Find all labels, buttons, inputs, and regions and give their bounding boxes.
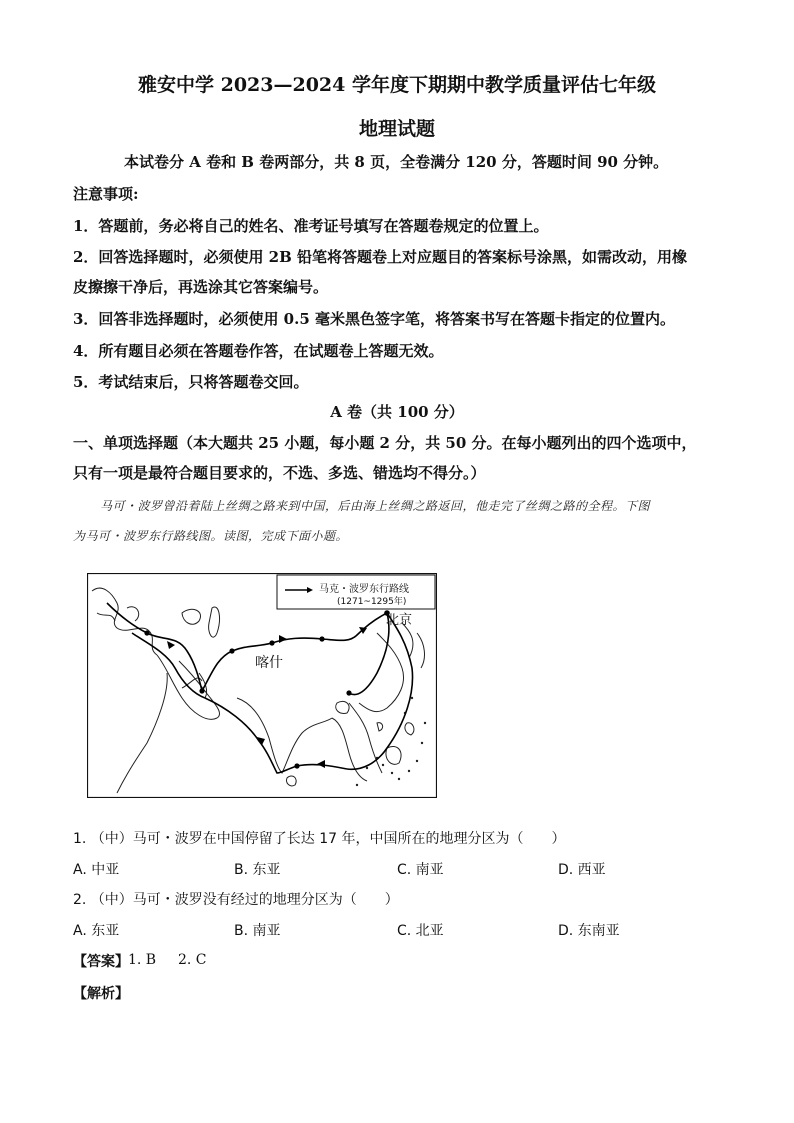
passage-line-2: 为马可・波罗东行路线图。读图，完成下面小题。 [73, 529, 349, 543]
notice-item-2: 2．回答选择题时，必须使用 2B 铅笔将答题卷上对应题目的答案标号涂黑，如需改动，用橡 [73, 248, 688, 266]
exam-title: 雅安中学 2023—2024 学年度下期期中教学质量评估七年级 [138, 74, 656, 96]
q1-option-a: A. 中亚 [73, 862, 120, 878]
answer-value-2: 2. C [178, 952, 207, 968]
label-kashgar: 喀什 [255, 655, 283, 671]
answer-value-1: 1. B [128, 952, 157, 968]
q2-option-d: D. 东南亚 [558, 923, 620, 939]
section-instruction-1: 一、单项选择题（本大题共 25 小题，每小题 2 分，共 50 分。在每小题列出的四个选项中， [73, 434, 697, 452]
q1-option-d: D. 西亚 [558, 862, 606, 878]
exam-subtitle: 地理试题 [358, 118, 435, 140]
q1-option-b: B. 东亚 [234, 862, 281, 878]
analysis-label: 【解析】 [73, 986, 129, 1002]
exam-intro: 本试卷分 A 卷和 B 卷两部分，共 8 页，全卷满分 120 分，答题时间 90 分钟。 [124, 153, 669, 171]
section-title: A 卷（共 100 分） [330, 403, 464, 421]
answer-label: 【答案】 [73, 954, 129, 970]
q1-option-c: C. 南亚 [397, 862, 444, 878]
notice-item-4: 4．所有题目必须在答题卷作答，在试题卷上答题无效。 [73, 342, 444, 360]
q2-option-c: C. 北亚 [397, 923, 444, 939]
legend-years: (1271~1295年) [337, 597, 407, 607]
question-1: 1. （中）马可・波罗在中国停留了长达 17 年，中国所在的地理分区为（ ） [73, 831, 566, 847]
passage-line-1: 马可・波罗曾沿着陆上丝绸之路来到中国，后由海上丝绸之路返回，他走完了丝绸之路的全程。下图 [100, 499, 651, 513]
q2-option-a: A. 东亚 [73, 923, 120, 939]
question-2: 2. （中）马可・波罗没有经过的地理分区为（ ） [73, 892, 399, 908]
section-instruction-2: 只有一项是最符合题目要求的，不选、多选、错选均不得分。） [73, 464, 486, 482]
label-beijing: 北京 [386, 613, 413, 628]
q2-option-b: B. 南亚 [234, 923, 281, 939]
notice-item-1: 1．答题前，务必将自己的姓名、准考证号填写在答题卷规定的位置上。 [73, 217, 549, 235]
notice-heading: 注意事项: [73, 185, 139, 203]
marco-polo-route-map [87, 573, 437, 798]
notice-item-5: 5．考试结束后，只将答题卷交回。 [73, 373, 309, 391]
notice-item-3: 3．回答非选择题时，必须使用 0.5 毫米黑色签字笔，将答案书写在答题卡指定的位置内。 [73, 310, 675, 328]
legend-title: 马克・波罗东行路线 [319, 584, 409, 595]
notice-item-2-cont: 皮擦擦干净后，再选涂其它答案编号。 [73, 278, 329, 296]
